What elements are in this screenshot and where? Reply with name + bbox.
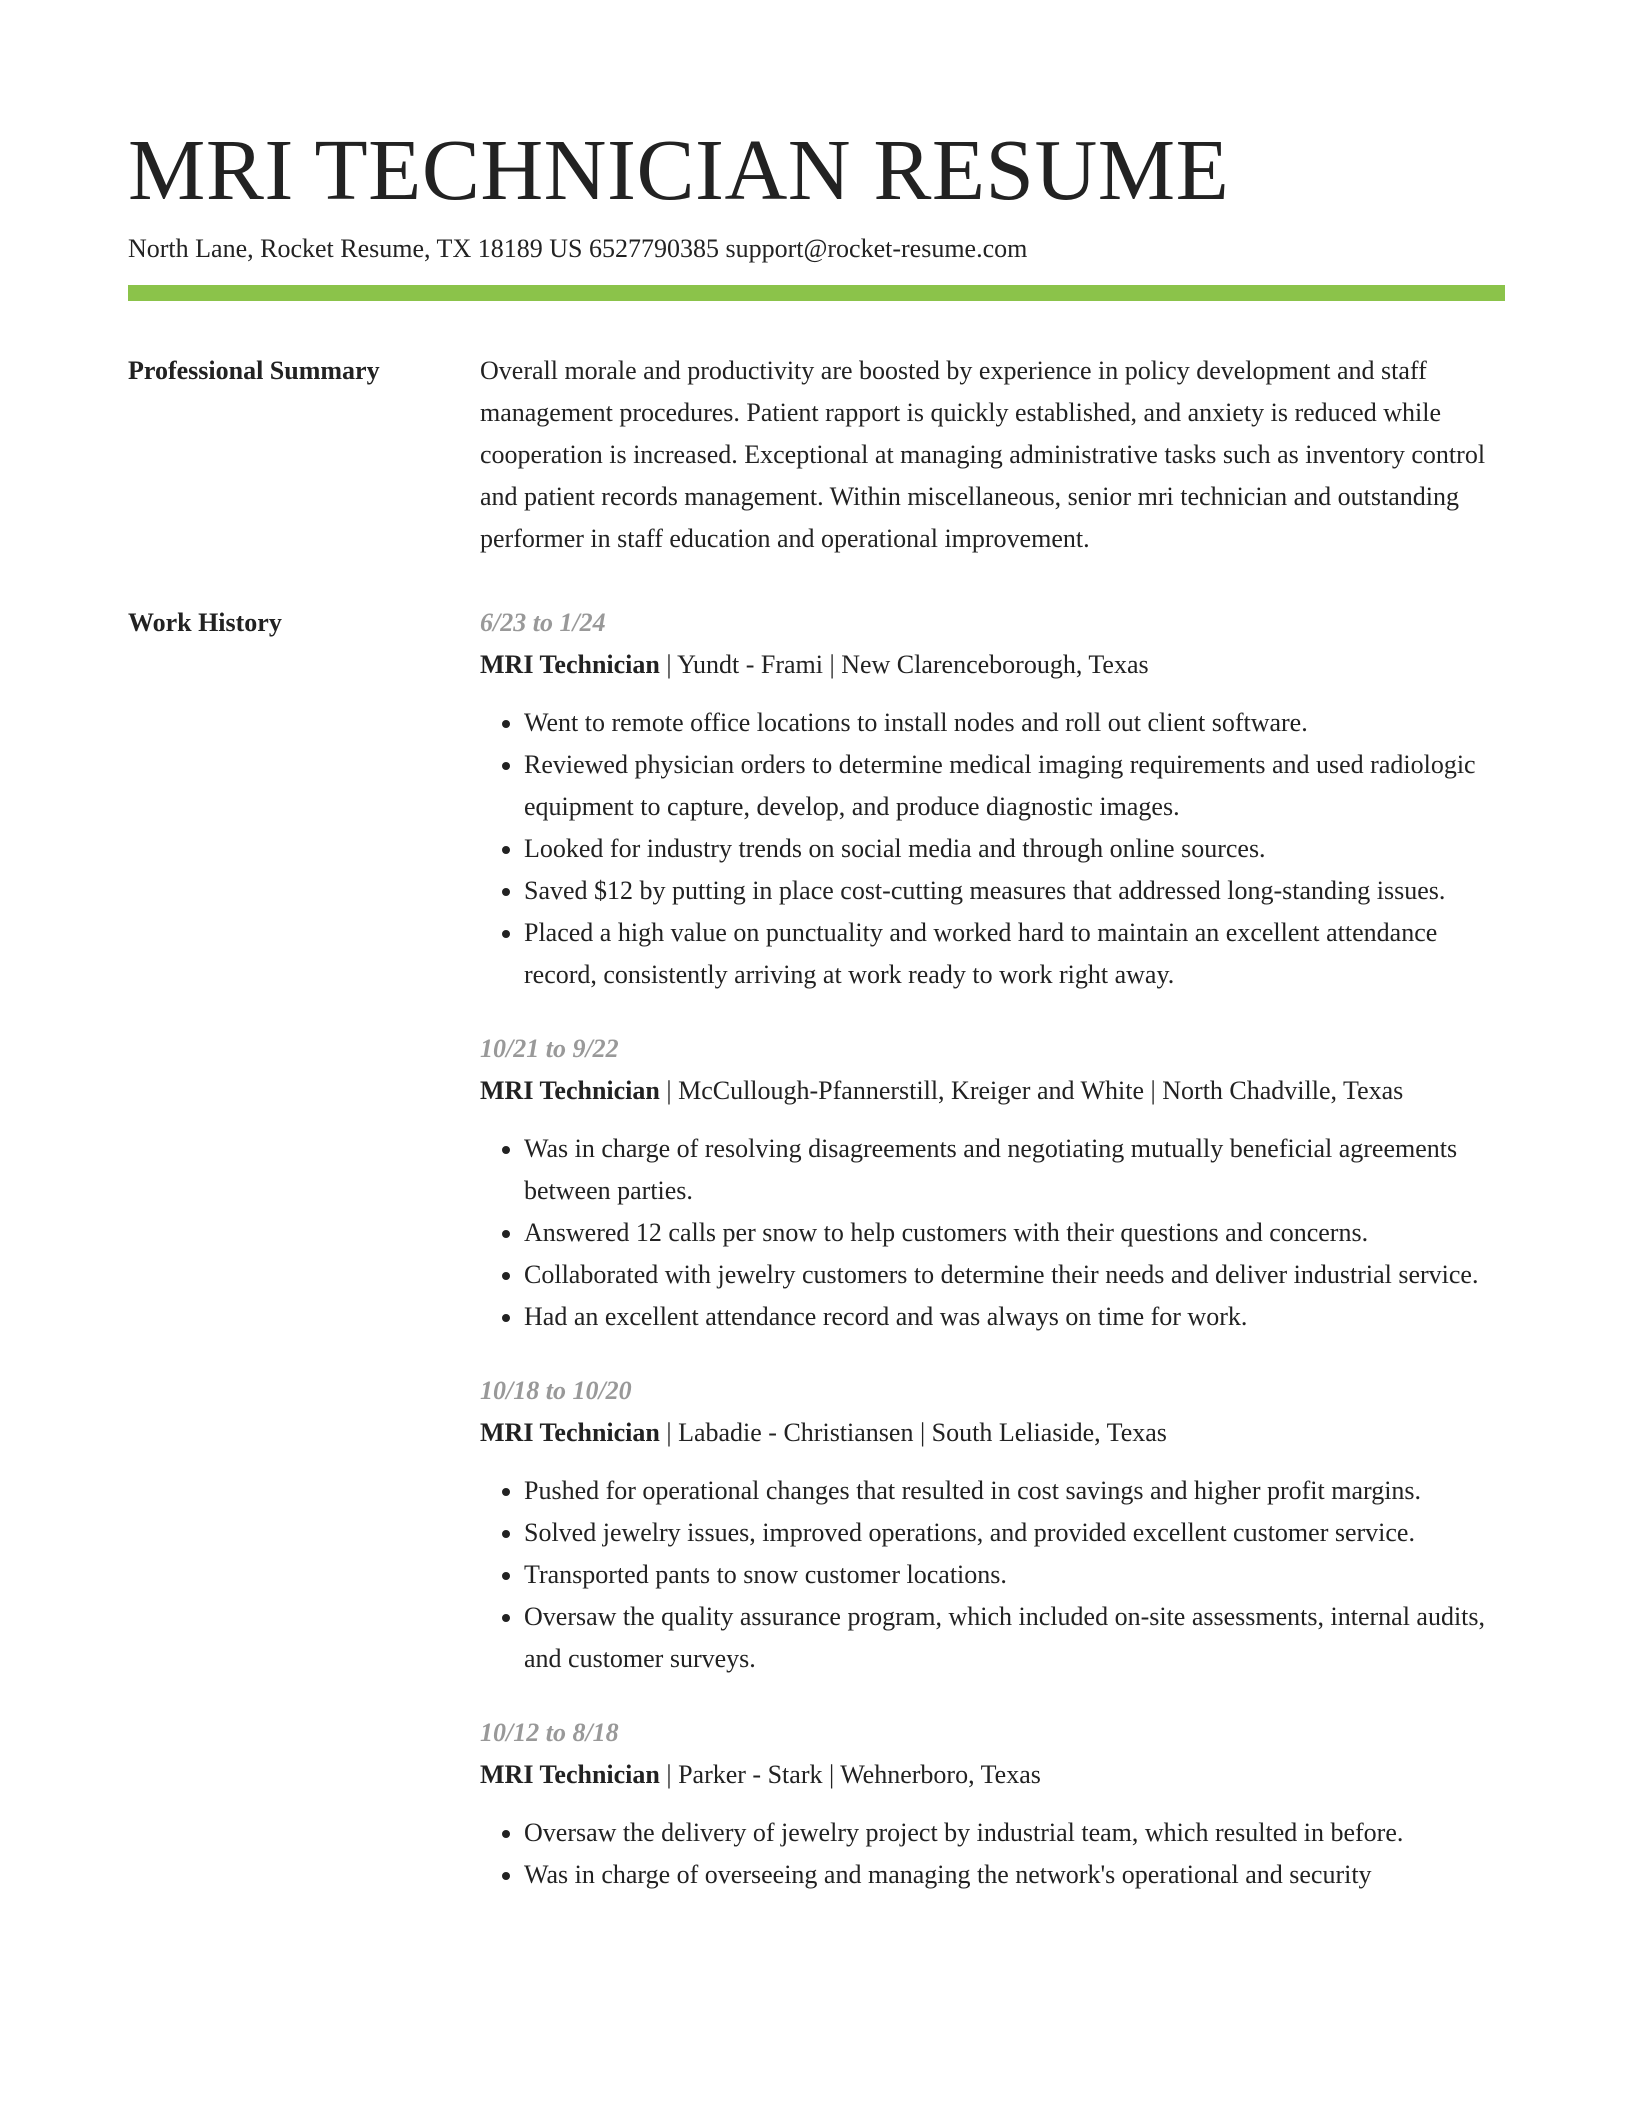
job-bullet: • Went to remote office locations to install nodes and roll out client software. (524, 702, 1505, 744)
job-title: MRI Technician (480, 650, 660, 679)
job-bullet-list (480, 1470, 1505, 1680)
job-bullet: • Pushed for operational changes that resulted in cost savings and higher profit margins. (524, 1470, 1505, 1512)
job-bullet: • Was in charge of overseeing and managing the network's operational and security (524, 1854, 1505, 1896)
work-history-body (480, 602, 1505, 1928)
job-bullet: • Saved $12 by putting in place cost-cutting measures that addressed long-standing issues. (524, 870, 1505, 912)
job-title: MRI Technician (480, 1418, 660, 1447)
job-dates: 6/23 to 1/24 (480, 608, 606, 637)
contact-info: North Lane, Rocket Resume, TX 18189 US 6527790385 support@rocket-resume.com (128, 234, 1028, 263)
job-heading (480, 1070, 1505, 1112)
summary-heading: Professional Summary (128, 356, 380, 385)
job-entry (480, 602, 1505, 996)
job-employer-location: | Yundt - Frami | New Clarenceborough, Texas (659, 650, 1149, 679)
job-bullet: • Transported pants to snow customer locations. (524, 1554, 1505, 1596)
job-dates: 10/21 to 9/22 (480, 1034, 619, 1063)
job-bullet: • Answered 12 calls per snow to help customers with their questions and concerns. (524, 1212, 1505, 1254)
job-bullet: • Placed a high value on punctuality and worked hard to maintain an excellent attendance record, consistently arriving at work ready to work right away. (524, 912, 1505, 996)
job-employer-location: | Parker - Stark | Wehnerboro, Texas (659, 1760, 1041, 1789)
job-entry (480, 1028, 1505, 1338)
job-bullet: • Looked for industry trends on social media and through online sources. (524, 828, 1505, 870)
job-title: MRI Technician (480, 1076, 660, 1105)
job-bullet: • Had an excellent attendance record and was always on time for work. (524, 1296, 1505, 1338)
work-history-heading: Work History (128, 608, 282, 637)
summary-text: Overall morale and productivity are boosted by experience in policy development and staff management procedures. Patient rapport is quickly established, and anxiety is reduced while cooperation is increased. Exceptional at managing administrative tasks such as inventory control and patient records management. Within miscellaneous, senior mri technician and outstanding performer in staff education and operational improvement. (480, 356, 1486, 553)
job-employer-location: | Labadie - Christiansen | South Leliaside, Texas (659, 1418, 1167, 1447)
job-bullet-list (480, 702, 1505, 996)
job-dates: 10/12 to 8/18 (480, 1718, 619, 1747)
job-bullet-list (480, 1812, 1505, 1896)
job-bullet: • Solved jewelry issues, improved operations, and provided excellent customer service. (524, 1512, 1505, 1554)
job-bullet: • Oversaw the delivery of jewelry project by industrial team, which resulted in before. (524, 1812, 1505, 1854)
job-employer-location: | McCullough-Pfannerstill, Kreiger and White | North Chadville, Texas (659, 1076, 1404, 1105)
job-bullet: • Reviewed physician orders to determine medical imaging requirements and used radiologic equipment to capture, develop, and produce diagnostic images. (524, 744, 1505, 828)
job-entry (480, 1370, 1505, 1680)
job-bullet: • Was in charge of resolving disagreements and negotiating mutually beneficial agreements between parties. (524, 1128, 1505, 1212)
work-history-section (128, 602, 1505, 1928)
job-entry (480, 1712, 1505, 1896)
job-bullet-list (480, 1128, 1505, 1338)
resume-title: MRI TECHNICIAN RESUME (128, 121, 1230, 218)
job-heading (480, 644, 1505, 686)
job-bullet: • Collaborated with jewelry customers to determine their needs and deliver industrial service. (524, 1254, 1505, 1296)
job-dates: 10/18 to 10/20 (480, 1376, 632, 1405)
job-title: MRI Technician (480, 1760, 660, 1789)
job-heading (480, 1754, 1505, 1796)
job-heading (480, 1412, 1505, 1454)
job-bullet: • Oversaw the quality assurance program, which included on-site assessments, internal audits, and customer surveys. (524, 1596, 1505, 1680)
summary-body (480, 350, 1505, 560)
resume-content (128, 350, 1505, 1928)
accent-divider (128, 285, 1505, 301)
summary-section (128, 350, 1505, 560)
